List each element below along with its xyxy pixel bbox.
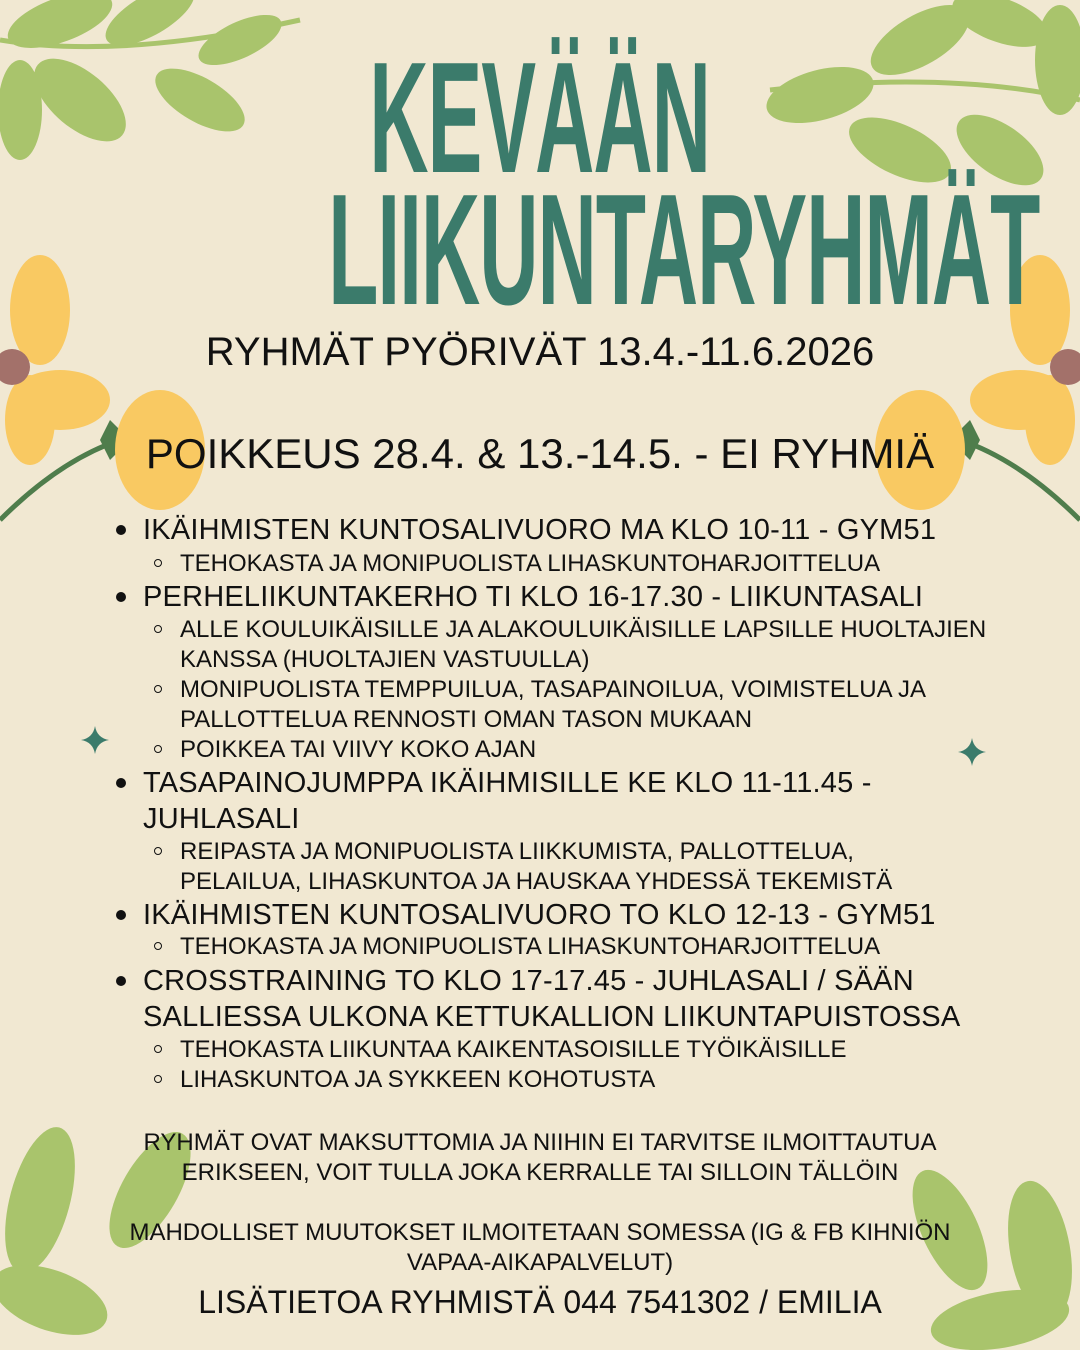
group-detail: ALLE KOULUIKÄISILLE JA ALAKOULUIKÄISILLE LAPSILLE HUOLTAJIEN — [180, 618, 986, 642]
changes-note: MAHDOLLISET MUUTOKSET ILMOITETAAN SOMESSA (IG & FB KIHNIÖN VAPAA-AIKAPALVELUT) — [129, 1219, 951, 1276]
group-item-cont: SALLIESSA ULKONA KETTUKALLION LIIKUNTAPUISTOSSA — [143, 1001, 961, 1033]
group-detail-cont: PALLOTTELUA RENNOSTI OMAN TASON MUKAAN — [180, 706, 753, 733]
group-detail: POIKKEA TAI VIIVY KOKO AJAN — [180, 738, 536, 762]
group-item: IKÄIHMISTEN KUNTOSALIVUORO TO KLO 12-13 - GYM51 — [143, 901, 936, 930]
free-note: RYHMÄT OVAT MAKSUTTOMIA JA NIIHIN EI TARVITSE ILMOITTAUTUA ERIKSEEN, VOIT TULLA JOKA KERRALLE TAI SILLOIN TÄLLÖIN — [143, 1129, 937, 1186]
exception-text: POIKKEUS 28.4. & 13.-14.5. - EI RYHMIÄ — [145, 430, 935, 477]
group-detail: LIHASKUNTOA JA SYKKEEN KOHOTUSTA — [180, 1068, 655, 1092]
group-item: PERHELIIKUNTAKERHO TI KLO 16-17.30 - LIIKUNTASALI — [143, 583, 923, 612]
sparkle-icon — [81, 726, 109, 754]
group-detail-cont: PELAILUA, LIHASKUNTOA JA HAUSKAA YHDESSÄ TEKEMISTÄ — [180, 868, 893, 895]
group-item: CROSSTRAINING TO KLO 17-17.45 - JUHLASALI / SÄÄN — [143, 967, 914, 996]
group-item: TASAPAINOJUMPPA IKÄIHMISILLE KE KLO 11-11.45 - — [143, 769, 872, 798]
title-line-1: KEVÄÄN — [369, 30, 711, 206]
title-line-2: LIIKUNTARYHMÄT — [328, 162, 1040, 338]
group-detail: TEHOKASTA LIIKUNTAA KAIKENTASOISILLE TYÖIKÄISILLE — [180, 1038, 846, 1062]
group-detail: MONIPUOLISTA TEMPPUILUA, TASAPAINOILUA, VOIMISTELUA JA — [180, 678, 926, 702]
contact-info: LISÄTIETOA RYHMISTÄ 044 7541302 / EMILIA — [198, 1284, 882, 1320]
group-detail: TEHOKASTA JA MONIPUOLISTA LIHASKUNTOHARJOITTELUA — [180, 935, 880, 959]
group-item-cont: JUHLASALI — [143, 803, 300, 835]
group-item: IKÄIHMISTEN KUNTOSALIVUORO MA KLO 10-11 - GYM51 — [143, 516, 936, 545]
group-detail: TEHOKASTA JA MONIPUOLISTA LIHASKUNTOHARJOITTELUA — [180, 552, 880, 576]
sparkle-icon — [958, 738, 986, 766]
group-detail-cont: KANSSA (HUOLTAJIEN VASTUULLA) — [180, 646, 590, 673]
period-text: RYHMÄT PYÖRIVÄT 13.4.-11.6.2026 — [205, 330, 875, 374]
group-detail: REIPASTA JA MONIPUOLISTA LIIKKUMISTA, PALLOTTELUA, — [180, 840, 854, 864]
